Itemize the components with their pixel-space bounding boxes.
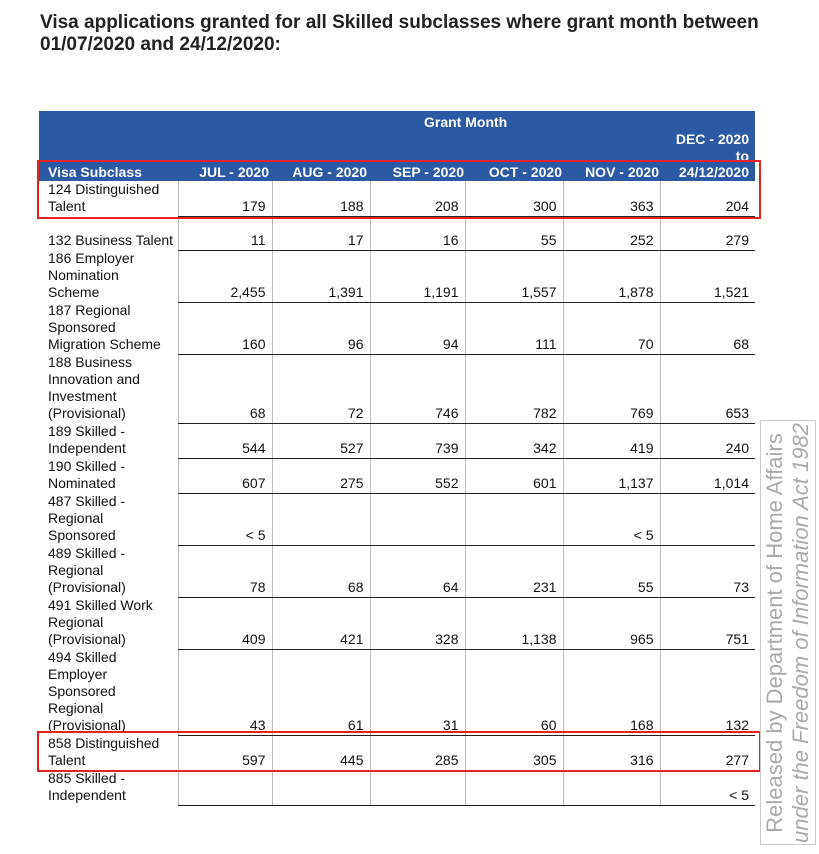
- cell-value: 72: [272, 354, 370, 423]
- cell-value: 68: [178, 354, 272, 423]
- cell-value: 597: [178, 735, 272, 770]
- cell-value: 1,521: [660, 250, 755, 302]
- cell-value: 285: [370, 735, 465, 770]
- cell-value: [272, 770, 370, 805]
- visa-subclass-header: Visa Subclass: [48, 164, 142, 180]
- table-row: [39, 735, 755, 770]
- cell-value: 60: [465, 649, 563, 735]
- cell-value: 653: [660, 354, 755, 423]
- cell-value: 544: [178, 423, 272, 458]
- row-label: 494 Skilled Employer Sponsored Regional (Provisional): [48, 649, 126, 733]
- cell-value: < 5: [660, 770, 755, 805]
- cell-value: 1,878: [563, 250, 660, 302]
- cell-value: 11: [178, 216, 272, 250]
- cell-value: [178, 770, 272, 805]
- dec-header-line3: 24/12/2020: [678, 164, 749, 180]
- cell-value: 61: [272, 649, 370, 735]
- cell-value: 16: [370, 216, 465, 250]
- cell-value: [660, 493, 755, 545]
- cell-value: 240: [660, 423, 755, 458]
- cell-value: 179: [178, 181, 272, 216]
- table-row: [39, 770, 755, 805]
- watermark-line2: under the Freedom of Information Act 1982: [788, 422, 813, 843]
- cell-value: 2,455: [178, 250, 272, 302]
- cell-value: 17: [272, 216, 370, 250]
- cell-value: 305: [465, 735, 563, 770]
- row-label: 188 Business Innovation and Investment (Provisional): [48, 354, 140, 421]
- cell-value: 328: [370, 597, 465, 649]
- row-label: 186 Employer Nomination Scheme: [48, 250, 135, 300]
- cell-value: 73: [660, 545, 755, 597]
- cell-value: 55: [563, 545, 660, 597]
- cell-value: 607: [178, 458, 272, 493]
- cell-value: 739: [370, 423, 465, 458]
- col-header-jul: JUL - 2020: [199, 164, 269, 180]
- cell-value: 55: [465, 216, 563, 250]
- cell-value: [563, 770, 660, 805]
- table-row: [39, 354, 755, 423]
- row-label: 858 Distinguished Talent: [48, 735, 160, 768]
- table-row: [39, 597, 755, 649]
- col-header-nov: NOV - 2020: [585, 164, 659, 180]
- cell-value: 419: [563, 423, 660, 458]
- table-row: [39, 181, 755, 216]
- cell-value: 231: [465, 545, 563, 597]
- cell-value: [272, 493, 370, 545]
- cell-value: 527: [272, 423, 370, 458]
- table-row: [39, 493, 755, 545]
- row-label: 132 Business Talent: [48, 232, 174, 248]
- cell-value: 31: [370, 649, 465, 735]
- cell-value: [370, 770, 465, 805]
- cell-value: 751: [660, 597, 755, 649]
- col-header-oct: OCT - 2020: [488, 164, 562, 180]
- cell-value: 64: [370, 545, 465, 597]
- cell-value: 160: [178, 302, 272, 354]
- table-row: [39, 458, 755, 493]
- cell-value: 782: [465, 354, 563, 423]
- dec-header-line2: to: [735, 148, 749, 164]
- cell-value: < 5: [563, 493, 660, 545]
- cell-value: 275: [272, 458, 370, 493]
- cell-value: 68: [660, 302, 755, 354]
- cell-value: 445: [272, 735, 370, 770]
- cell-value: 94: [370, 302, 465, 354]
- cell-value: 965: [563, 597, 660, 649]
- cell-value: 1,191: [370, 250, 465, 302]
- table-row: [39, 302, 755, 354]
- cell-value: 601: [465, 458, 563, 493]
- cell-value: 1,138: [465, 597, 563, 649]
- cell-value: [465, 493, 563, 545]
- cell-value: 1,557: [465, 250, 563, 302]
- cell-value: 769: [563, 354, 660, 423]
- cell-value: 1,014: [660, 458, 755, 493]
- table-row: [39, 423, 755, 458]
- table-header: [39, 111, 755, 181]
- cell-value: 96: [272, 302, 370, 354]
- page-title: Visa applications granted for all Skilled subclasses where grant month between 01/07/2020 and 24/12/2020:: [40, 12, 759, 55]
- row-label: 190 Skilled - Nominated: [48, 458, 126, 491]
- cell-value: 279: [660, 216, 755, 250]
- row-label: 189 Skilled - Independent: [48, 423, 126, 456]
- row-label: 487 Skilled - Regional Sponsored: [48, 493, 126, 543]
- cell-value: [370, 493, 465, 545]
- grant-month-heading: Grant Month: [424, 114, 508, 130]
- table-row: [39, 250, 755, 302]
- cell-value: 342: [465, 423, 563, 458]
- cell-value: 43: [178, 649, 272, 735]
- cell-value: 552: [370, 458, 465, 493]
- cell-value: 1,137: [563, 458, 660, 493]
- cell-value: 188: [272, 181, 370, 216]
- row-label: 187 Regional Sponsored Migration Scheme: [48, 302, 161, 352]
- cell-value: 409: [178, 597, 272, 649]
- cell-value: 300: [465, 181, 563, 216]
- table-row: [39, 216, 755, 250]
- cell-value: 78: [178, 545, 272, 597]
- row-label: 124 Distinguished Talent: [48, 181, 160, 214]
- foi-watermark: [760, 420, 816, 845]
- cell-value: 316: [563, 735, 660, 770]
- cell-value: [465, 770, 563, 805]
- cell-value: 252: [563, 216, 660, 250]
- row-label: 489 Skilled - Regional (Provisional): [48, 545, 126, 595]
- cell-value: 208: [370, 181, 465, 216]
- visa-grants-table: [39, 181, 755, 806]
- cell-value: 70: [563, 302, 660, 354]
- cell-value: 132: [660, 649, 755, 735]
- cell-value: 1,391: [272, 250, 370, 302]
- cell-value: 421: [272, 597, 370, 649]
- cell-value: 363: [563, 181, 660, 216]
- dec-header-line1: DEC - 2020: [675, 131, 749, 147]
- watermark-line1: Released by Department of Home Affairs: [762, 432, 787, 833]
- table-row: [39, 545, 755, 597]
- cell-value: 746: [370, 354, 465, 423]
- cell-value: 277: [660, 735, 755, 770]
- cell-value: < 5: [178, 493, 272, 545]
- col-header-aug: AUG - 2020: [292, 164, 367, 180]
- table-row: [39, 649, 755, 735]
- cell-value: 68: [272, 545, 370, 597]
- cell-value: 168: [563, 649, 660, 735]
- row-label: 885 Skilled - Independent: [48, 770, 126, 803]
- cell-value: 204: [660, 181, 755, 216]
- cell-value: 111: [465, 302, 563, 354]
- row-label: 491 Skilled Work Regional (Provisional): [48, 597, 153, 647]
- col-header-sep: SEP - 2020: [392, 164, 464, 180]
